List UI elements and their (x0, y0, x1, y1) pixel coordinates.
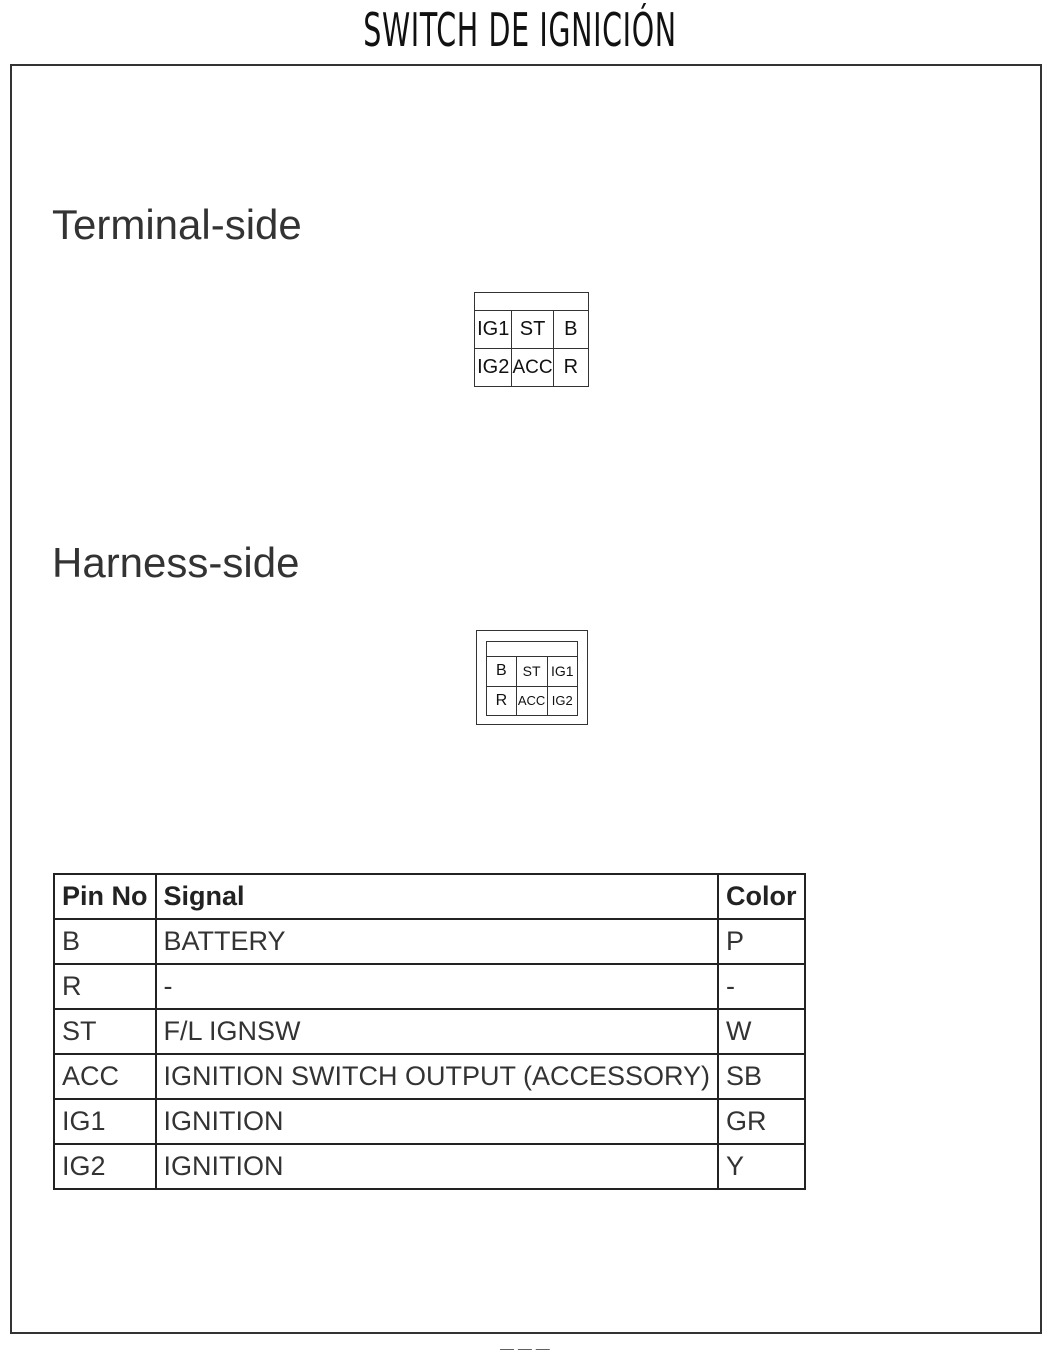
pin-assignment-table (53, 873, 806, 1190)
terminal-pin: R (553, 349, 588, 387)
cell-color: P (718, 919, 805, 964)
terminal-pin: B (553, 311, 588, 349)
page-number: — — — (500, 1340, 550, 1356)
table-row (54, 1054, 805, 1099)
harness-pin: IG2 (547, 686, 578, 716)
table-header-row (54, 874, 805, 919)
terminal-side-pin-grid (474, 310, 589, 387)
cell-pin: IG1 (54, 1099, 156, 1144)
cell-signal: IGNITION SWITCH OUTPUT (ACCESSORY) (156, 1054, 719, 1099)
cell-pin: R (54, 964, 156, 1009)
cell-pin: IG2 (54, 1144, 156, 1189)
cell-color: W (718, 1009, 805, 1054)
terminal-pin: ST (512, 311, 553, 349)
harness-side-heading: Harness-side (52, 539, 300, 586)
harness-pin: IG1 (547, 657, 578, 687)
harness-pin: R (487, 686, 517, 716)
terminal-side-connector (474, 292, 589, 387)
harness-pin: ST (516, 657, 547, 687)
header-pin-no: Pin No (54, 874, 156, 919)
page-title: SWITCH DE IGNICIÓN (363, 3, 677, 57)
cell-color: SB (718, 1054, 805, 1099)
cell-signal: IGNITION (156, 1144, 719, 1189)
terminal-side-heading: Terminal-side (52, 201, 302, 248)
table-row (54, 919, 805, 964)
table-row (54, 1009, 805, 1054)
cell-color: GR (718, 1099, 805, 1144)
harness-pin: B (487, 657, 517, 687)
harness-pin: ACC (516, 686, 547, 716)
header-color: Color (718, 874, 805, 919)
header-signal: Signal (156, 874, 719, 919)
table-row (54, 1099, 805, 1144)
cell-pin: B (54, 919, 156, 964)
cell-color: Y (718, 1144, 805, 1189)
cell-signal: BATTERY (156, 919, 719, 964)
cell-pin: ST (54, 1009, 156, 1054)
cell-signal: - (156, 964, 719, 1009)
cell-signal: IGNITION (156, 1099, 719, 1144)
terminal-pin: ACC (512, 349, 553, 387)
cell-signal: F/L IGNSW (156, 1009, 719, 1054)
harness-side-connector (476, 630, 588, 725)
cell-color: - (718, 964, 805, 1009)
table-row (54, 1144, 805, 1189)
terminal-pin: IG1 (475, 311, 512, 349)
connector-tab (474, 292, 589, 311)
harness-side-pin-grid (486, 656, 578, 716)
table-row (54, 964, 805, 1009)
cell-pin: ACC (54, 1054, 156, 1099)
connector-tab (486, 641, 578, 657)
terminal-pin: IG2 (475, 349, 512, 387)
